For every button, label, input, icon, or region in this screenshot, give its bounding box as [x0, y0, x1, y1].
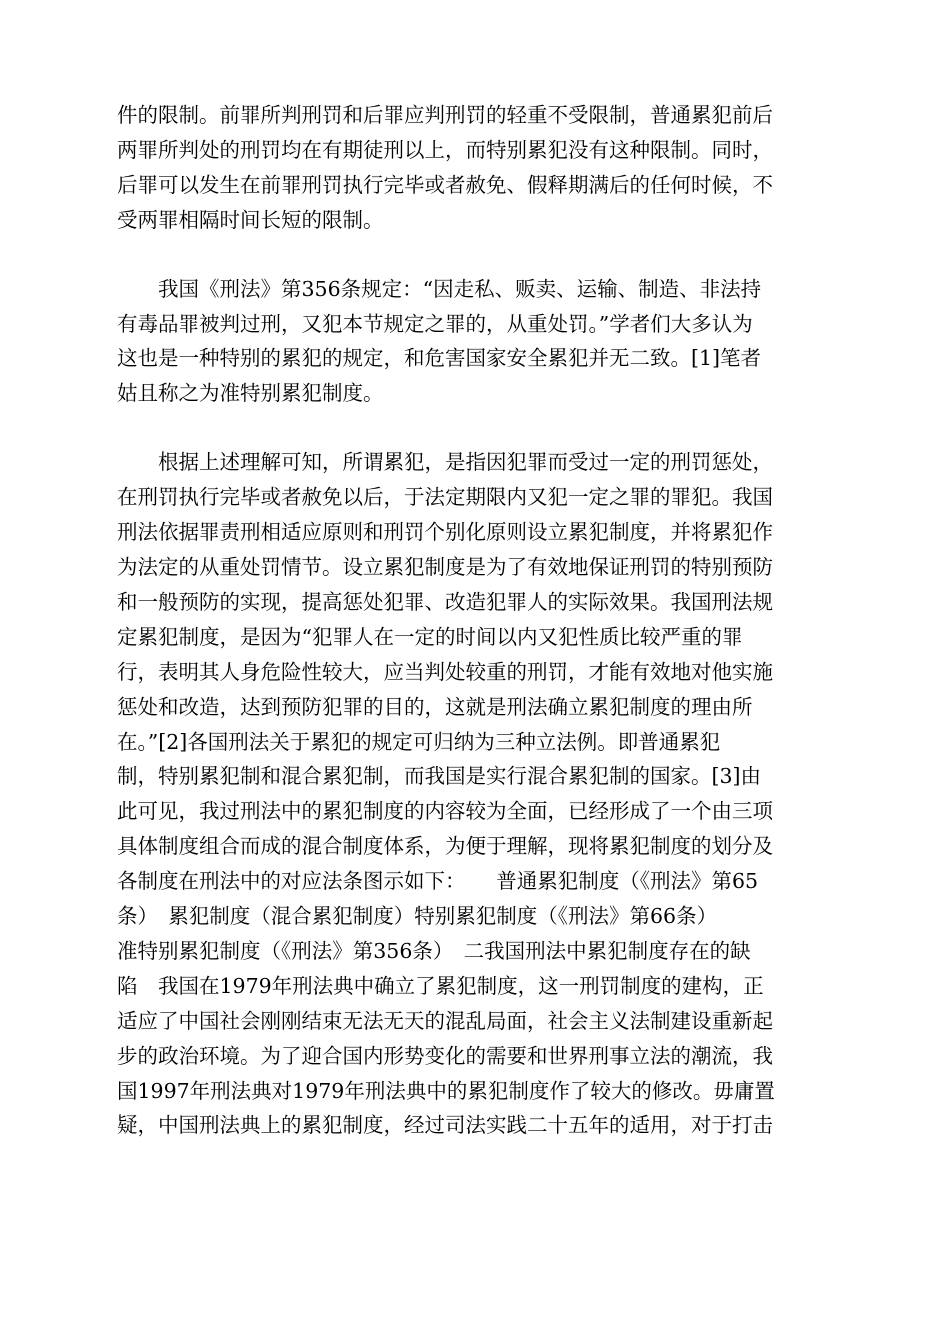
- text-line: 件的限制。前罪所判刑罚和后罪应判刑罚的轻重不受限制，普通累犯前后: [117, 103, 773, 127]
- text-line: 在刑罚执行完毕或者赦免以后，于法定期限内又犯一定之罪的罪犯。我国: [117, 485, 773, 510]
- text-line: 制，特别累犯制和混合累犯制，而我国是实行混合累犯制的国家。[3]由: [117, 764, 762, 789]
- paragraph-2: [117, 272, 833, 412]
- text-line: 准特别累犯制度（《刑法》第356条） 二我国刑法中累犯制度存在的缺: [117, 938, 751, 963]
- text-line: 适应了中国社会刚刚结束无法无天的混乱局面，社会主义法制建设重新起: [117, 1008, 773, 1033]
- paragraph-1: [117, 98, 833, 238]
- text-line: 为法定的从重处罚情节。设立累犯制度是为了有效地保证刑罚的特别预防: [117, 554, 773, 579]
- text-line: 姑且称之为准特别累犯制度。: [117, 381, 384, 406]
- text-line: 后罪可以发生在前罪刑罚执行完毕或者赦免、假释期满后的任何时候，不: [117, 172, 773, 197]
- text-line: 具体制度组合而成的混合制度体系，为便于理解，现将累犯制度的划分及: [117, 834, 773, 859]
- text-line: 这也是一种特别的累犯的规定，和危害国家安全累犯并无二致。[1]笔者: [117, 346, 762, 371]
- document-page: [117, 98, 833, 1143]
- text-line: 定累犯制度，是因为“犯罪人在一定的时间以内又犯性质比较严重的罪: [117, 624, 743, 649]
- text-line: 根据上述理解可知，所谓累犯，是指因犯罪而受过一定的刑罚惩处，: [158, 450, 773, 475]
- text-line: 在。”[2]各国刑法关于累犯的规定可归纳为三种立法例。即普通累犯: [117, 729, 721, 754]
- text-line: 受两罪相隔时间长短的限制。: [117, 207, 384, 232]
- text-line: 步的政治环境。为了迎合国内形势变化的需要和世界刑事立法的潮流，我: [117, 1043, 773, 1068]
- text-line: 此可见，我过刑法中的累犯制度的内容较为全面，已经形成了一个由三项: [117, 799, 773, 824]
- text-line: 和一般预防的实现，提高惩处犯罪、改造犯罪人的实际效果。我国刑法规: [117, 589, 773, 614]
- text-line: 有毒品罪被判过刑，又犯本节规定之罪的，从重处罚。”学者们大多认为: [117, 311, 753, 336]
- text-line: 我国《刑法》第356条规定：“因走私、贩卖、运输、制造、非法持: [158, 276, 762, 301]
- text-line: 惩处和改造，达到预防犯罪的目的，这就是刑法确立累犯制度的理由所: [117, 694, 753, 719]
- text-line: 各制度在刑法中的对应法条图示如下： 普通累犯制度（《刑法》第65: [117, 869, 759, 894]
- text-line: 陷 我国在1979年刑法典中确立了累犯制度，这一刑罚制度的建构，正: [117, 973, 764, 998]
- text-line: 条） 累犯制度（混合累犯制度）特别累犯制度（《刑法》第66条）: [117, 904, 718, 929]
- text-line: 两罪所判处的刑罚均在有期徒刑以上，而特别累犯没有这种限制。同时，: [117, 137, 773, 162]
- paragraph-3: [117, 445, 833, 1143]
- text-line: 国1997年刑法典对1979年刑法典中的累犯制度作了较大的修改。毋庸置: [117, 1078, 775, 1103]
- text-line: 刑法依据罪责刑相适应原则和刑罚个别化原则设立累犯制度，并将累犯作: [117, 520, 773, 545]
- text-line: 行，表明其人身危险性较大，应当判处较重的刑罚，才能有效地对他实施: [117, 659, 773, 684]
- text-line: 疑，中国刑法典上的累犯制度，经过司法实践二十五年的适用，对于打击: [117, 1113, 773, 1138]
